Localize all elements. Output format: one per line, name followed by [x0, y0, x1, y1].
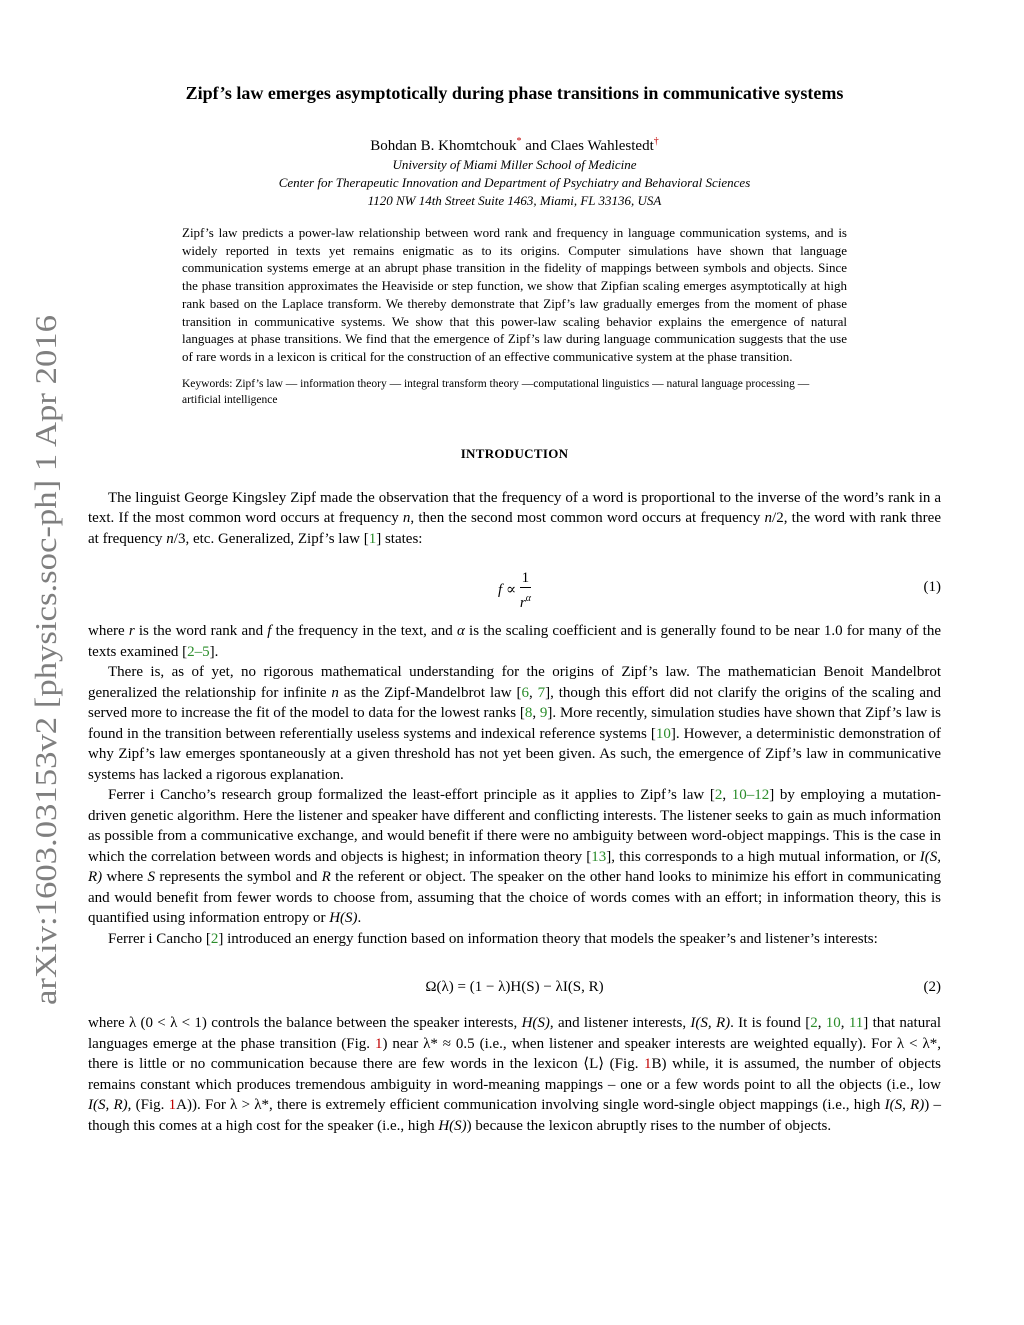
citation-link[interactable]: 2 — [810, 1015, 818, 1032]
keywords: Keywords: Zipf’s law — information theory — integral transform theory —computational linguistics — natural language processing — artificial intelligence — [182, 377, 810, 406]
paragraph-3: There is, as of yet, no rigorous mathematical understanding for the origins of Zipf’s law. The mathematician Benoit Mandelbrot generalized the relationship for infinite n as the Zipf-Mandelbrot law [6, 7], though this effort did not clarify the origins of the scaling and served more to increase the fit of the model to data for the lowest ranks [8, 9]. More recently, simulation studies have shown that Zipf’s law is found in the transition between referentially useless systems and indexical reference systems [10]. However, a deterministic demonstration of why Zipf’s law emerges spontaneously at a given threshold has not yet been given. As such, the emergence of Zipf’s law in communicative systems has lacked a rigorous explanation. — [88, 664, 942, 783]
arxiv-side-stamp — [22, 300, 66, 1020]
paragraph-6: where λ (0 < λ < 1) controls the balance between the speaker interests, H(S), and listener interests, I(S, R). It is found [2, 10, 11] that natural languages emerge at the phase transition (Fig. 1) near λ* ≈ 0.5 (i.e., when listener and speaker interests are weighted equally). For λ < λ*, there is little or no communication because there are few words in the lexicon ⟨L⟩ (Fig. 1B) while, it is assumed, the number of objects remains constant which produces tremendous ambiguity in word-meaning mappings – one or a few words point to all the objects (i.e., low I(S, R), (Fig. 1A)). For λ > λ*, there is extremely efficient communication involving single word-single object mappings (i.e., high I(S, R)) – though this comes at a high cost for the speaker (i.e., high H(S)) because the lexicon abruptly rises to the number of objects. — [88, 1015, 942, 1134]
affiliation-3: 1120 NW 14th Street Suite 1463, Miami, FL 33136, USA — [367, 193, 662, 208]
affiliation-2: Center for Therapeutic Innovation and Department of Psychiatry and Behavioral Sciences — [278, 175, 751, 190]
citation-link[interactable]: 8 — [524, 705, 533, 722]
citation-link[interactable]: 10 — [655, 725, 671, 742]
citation-link[interactable]: 1 — [368, 530, 377, 547]
figure-link[interactable]: 1 — [168, 1097, 177, 1114]
paper-page — [88, 82, 941, 1136]
figure-link[interactable]: 1 — [644, 1056, 652, 1073]
paragraph-2: where r is the word rank and f the frequency in the text, and α is the scaling coefficient and is generally found to be near 1.0 for many of the texts examined [2–5]. — [88, 623, 942, 660]
author-1: Bohdan B. Khomtchouk — [370, 138, 517, 154]
author-2: Claes Wahlestedt — [550, 138, 654, 154]
abstract: Zipf’s law predicts a power-law relationship between word rank and frequency in language communication systems, and is widely reported in texts yet remains enigmatic as to its origins. Computer simulations have shown that language communication systems emerge at an abrupt phase transition in the fidelity of mappings between symbols and objects. Since the phase transition approximates the Heaviside or step function, we show that Zipfian scaling emerges asymptotically at high rank based on the Laplace transform. We thereby demonstrate that Zipf’s law gradually emerges from the moment of phase transition in communicative systems. We show that this power-law scaling behavior explains the emergence of natural languages at phase transitions. We find that the emergence of Zipf’s law during language communication suggests that the use of rare words in a lexicon is critical for the construction of an effective communicative system at the phase transition. — [182, 225, 847, 364]
equation-2 — [88, 967, 941, 1013]
citation-link[interactable]: 13 — [591, 848, 607, 865]
paragraph-1: The linguist George Kingsley Zipf made the observation that the frequency of a word is proportional to the inverse of the word’s rank in a text. If the most common word occurs at frequency n, then the second most common word occurs at frequency n/2, the word with rank three at frequency n/3, etc. Generalized, Zipf’s law [1] states: — [88, 489, 941, 547]
eq1-fraction — [520, 569, 531, 612]
eq1-numerator: 1 — [521, 570, 530, 587]
author-1-footnote-mark[interactable]: * — [516, 136, 522, 147]
equation-1 — [88, 563, 941, 621]
arxiv-stamp-svg — [22, 300, 66, 1020]
citation-link[interactable]: 6 — [521, 684, 529, 701]
citation-link[interactable]: 2 — [210, 930, 219, 947]
paragraph-4: Ferrer i Cancho’s research group formalized the least-effort principle as it applies to Zipf’s law [2, 10–12] by employing a mutation-driven genetic algorithm. Here the listener and speaker have different and conflicting interests. The listener seeks to gain as much information as possible from a communicative exchange, and would benefit if there were no ambiguity between word-object mappings. This is the case in which the correlation between words and objects is highest; in information theory [13], this corresponds to a high mutual information, or I(S, R) where S represents the symbol and R the referent or object. The speaker on the other hand looks to minimize his effort in communicating and would benefit from fewer words to choose from, assuming that the choice of words comes with an effort; in information theory, this is quantified using information entropy or H(S). — [88, 787, 942, 927]
author-2-footnote-mark[interactable]: † — [653, 136, 659, 147]
eq1-denominator-r: r — [519, 595, 526, 612]
citation-link[interactable]: 7 — [537, 684, 546, 701]
citation-link[interactable]: 2 — [714, 787, 723, 804]
citation-link[interactable]: 9 — [539, 705, 548, 722]
paragraph-5: Ferrer i Cancho [2] introduced an energy function based on information theory that models the speaker’s and listener’s interests: — [108, 930, 878, 947]
eq2-number: (2) — [923, 979, 941, 996]
paper-title: Zipf’s law emerges asymptotically during phase transitions in communicative systems — [185, 83, 844, 103]
eq2-expression: Ω(λ) = (1 − λ)H(S) − λI(S, R) — [425, 979, 604, 996]
eq1-lhs: f ∝ — [498, 582, 517, 599]
citation-link[interactable]: 10–12 — [731, 787, 770, 804]
author-line — [88, 132, 941, 156]
eq1-denominator-alpha: α — [525, 593, 531, 605]
section-heading-introduction: INTRODUCTION — [460, 445, 569, 461]
affiliation-1: University of Miami Miller School of Medicine — [392, 157, 637, 172]
citation-link[interactable]: 10 — [825, 1015, 841, 1032]
author-conjunction: and — [521, 138, 551, 154]
citation-link[interactable]: 2–5 — [187, 643, 210, 660]
citation-link[interactable]: 11 — [848, 1015, 864, 1032]
arxiv-stamp-text: arXiv:1603.03153v2 [physics.soc-ph] 1 Apr 2016 — [28, 388, 63, 1005]
figure-link[interactable]: 1 — [374, 1035, 383, 1052]
eq1-number: (1) — [923, 579, 941, 596]
